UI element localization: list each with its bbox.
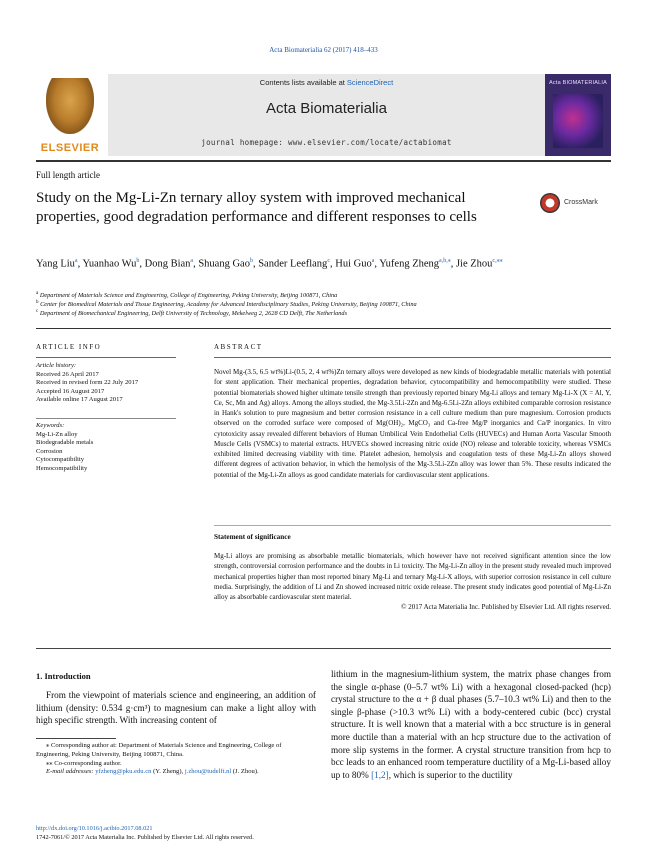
affiliation-a xyxy=(36,291,611,299)
article-type: Full length article xyxy=(36,170,100,180)
author-name[interactable]: Dong Bian xyxy=(144,258,191,270)
author-affiliation-marker[interactable]: b xyxy=(136,258,140,264)
affiliation-marker: c xyxy=(36,309,39,314)
article-history xyxy=(36,362,176,405)
masthead-divider xyxy=(36,160,611,162)
article-info-heading: ARTICLE INFO xyxy=(36,343,102,351)
author-name[interactable]: Hui Guo xyxy=(335,258,372,270)
crossmark-button[interactable] xyxy=(540,193,612,215)
journal-citation[interactable]: Acta Biomaterialia 62 (2017) 418–433 xyxy=(269,46,378,54)
author-affiliation-marker[interactable]: a xyxy=(190,258,194,264)
author-affiliation-marker[interactable]: a xyxy=(74,258,78,264)
keywords-rule xyxy=(36,418,176,419)
footnotes xyxy=(36,742,316,777)
affiliation-text: Department of Materials Science and Engineering, College of Engineering, Peking University, Beijing 100871, China xyxy=(39,292,338,300)
sciencedirect-link[interactable]: ScienceDirect xyxy=(346,78,394,87)
significance-text: Mg-Li alloys are promising as absorbable metallic biomaterials, which however have not received significant attention since the low strength, controversial corrosion performance and the doubts in Li toxicity. The Mg-Li-Zn alloy in the present study revealed much improved mechanical properties higher than most reported binary Mg-Li and ternary Mg-Li-X alloys, with superior corrosion resistance in cell culture media. Surprisingly, the addition of Li and Zn showed increased nitric oxide release. The present study indicates good potential of Mg-Li-Zn alloy as absorbable cardiovascular stent material. xyxy=(214,552,611,601)
header-divider xyxy=(36,328,611,329)
author-affiliation-marker[interactable]: a xyxy=(371,258,375,264)
author-name[interactable]: Yufeng Zheng xyxy=(379,258,440,270)
affiliation-c xyxy=(36,309,611,317)
intro-paragraph-right xyxy=(331,668,611,781)
affiliation-b xyxy=(36,300,611,308)
keyword: Hemocompatibility xyxy=(36,464,88,472)
history-label: Article history: xyxy=(36,362,77,369)
author-affiliation-marker[interactable]: a,b,⁎ xyxy=(439,258,451,264)
affiliation-text: Center for Biomedical Materials and Tissue Engineering, Academy for Advanced Interdisciplinary Studies, Peking University, Beijing 100871, China xyxy=(40,301,417,309)
journal-cover[interactable] xyxy=(545,74,611,156)
affiliation-marker: b xyxy=(36,300,39,305)
rights-statement: 1742-7061/© 2017 Acta Materialia Inc. Published by Elsevier Ltd. All rights reserved. xyxy=(36,833,254,841)
affiliation-text: Department of Biomechanical Engineering, Delft University of Technology, Mekelweg 2, 2628 CD Delft, The Netherlands xyxy=(39,310,348,318)
intro-paragraph-left: From the viewpoint of materials science and engineering, an addition of lithium (density: 0.534 g·cm³) to magnesium can make a light alloy with high specific strength. With increasing content of xyxy=(36,690,316,726)
crossmark-icon xyxy=(540,193,560,213)
keyword: Mg-Li-Zn alloy xyxy=(36,430,78,438)
elsevier-tree-icon xyxy=(46,78,94,134)
article-info-rule xyxy=(36,357,176,358)
email-link-zhou[interactable]: j.zhou@tudelft.nl xyxy=(184,768,232,776)
author-name[interactable]: Jie Zhou xyxy=(455,258,493,270)
journal-band xyxy=(108,74,545,156)
author-affiliation-marker[interactable]: b xyxy=(249,258,253,264)
significance-block xyxy=(214,551,611,613)
history-received: Received 26 April 2017 xyxy=(36,370,99,378)
author-affiliation-marker[interactable]: c xyxy=(327,258,330,264)
publisher-name: ELSEVIER xyxy=(40,142,100,154)
author-list: Yang Liu$^a$, Yuanhao Wu$^b$, Dong Bian$^a$, Shuang Gao$^b$, Sander Leeflang$^c$, Hui Guo$^a$, Yufeng Zheng$^{a,b,⁎}$, Jie Zhou$^{c,⁎⁎}$ xyxy=(36,258,503,270)
significance-rule xyxy=(214,525,611,526)
keywords xyxy=(36,422,176,474)
abstract-rule xyxy=(214,357,611,358)
doi-link[interactable]: http://dx.doi.org/10.1016/j.actbio.2017.08.021 xyxy=(36,825,153,832)
cover-title: Acta BIOMATERIALIA xyxy=(549,80,607,86)
email-owner: (J. Zhou). xyxy=(231,768,259,776)
footnote-rule xyxy=(36,738,116,739)
body-divider xyxy=(36,648,611,649)
corresponding-author-note: ⁎ Corresponding author at: Department of Materials Science and Engineering, College of Engineering, Peking University, Beijing 100871, China. xyxy=(36,742,282,758)
history-revised: Received in revised form 22 July 2017 xyxy=(36,379,139,387)
abstract-text: Novel Mg-(3.5, 6.5 wt%)Li-(0.5, 2, 4 wt%)Zn ternary alloys were developed as new kinds of biodegradable metallic materials with potential for stent application. Their mechanical properties, degradation behavior, cytocompatibility and hemocompatibility were studied. These potential biomaterials showed higher ultimate tensile strength than previously reported binary Mg-Li alloys and ternary Mg-Li-X (X = Al, Y, Ce, Sc, Mn and Ag) alloys. Among the alloys studied, the Mg-3.5Li-2Zn and Mg-6.5Li-2Zn alloys exhibited comparable corrosion resistance in Hank's solution to pure magnesium and better corrosion resistance in a cell culture medium than pure magnesium. Corrosion products observed on the corroded surface were composed of Mg(OH)₂, MgCO₃ and Ca-free Mg/P inorganics and Ca/P inorganics. In vitro cytotoxicity assay revealed different behaviors of Human Umbilical Vein Endothelial Cells (HUVECs) and Human Aorta Vascular Smooth Muscle Cells (VSMCs) to material extracts. HUVECs showed increasing nitric oxide (NO) release and tolerable toxicity, whereas VSMCs exhibited limited decreasing viability with time. Platelet adhesion, hemolysis and coagulation tests of these Mg-Li-Zn alloys showed different degrees of activation behavior, in which the hemolysis of the Mg-3.5Li-2Zn alloy was lower than 5%. These results indicated the potential of the Mg-Li-Zn alloys as good candidate materials for cardiovascular stent applications. xyxy=(214,368,611,479)
email-link-zheng[interactable]: yfzheng@pku.edu.cn xyxy=(95,768,152,776)
significance-heading: Statement of significance xyxy=(214,533,291,541)
keyword: Corrosion xyxy=(36,447,63,455)
crossmark-label: CrossMark xyxy=(564,199,598,206)
cover-art-image xyxy=(553,94,603,148)
co-corresponding-note: ⁎⁎ Co-corresponding author. xyxy=(46,759,122,767)
page-footer xyxy=(36,825,436,842)
affiliation-marker: a xyxy=(36,291,39,296)
contents-prefix: Contents lists available at xyxy=(259,78,347,87)
email-owner: (Y. Zheng), xyxy=(151,768,185,776)
reference-link[interactable]: [1,2] xyxy=(371,769,389,780)
intro-right-text: lithium in the magnesium-lithium system, the matrix phase changes from the single α-phase (0–5.7 wt% Li) with a hexagonal closed-packed (hcp) crystal structure to the α + β dual phases (5.7–10.3 wt% Li) and then to the single β-phase (>10.3 wt% Li) with a body-centered cubic (bcc) crystal structure. It is well known that a material with a bcc structure is in general more ductile than a material with an hcp structure due to the activation of more slip systems in the former. A crystal structure transition from hcp to bcc leads to an enhanced room temperature ductility of a Mg-Li-based alloy up to 80% xyxy=(331,669,611,780)
section-heading-introduction: 1. Introduction xyxy=(36,671,91,681)
author-affiliation-marker[interactable]: c,⁎⁎ xyxy=(492,258,503,264)
intro-right-tail: , which is superior to the ductility xyxy=(388,769,513,780)
author-name[interactable]: Sander Leeflang xyxy=(258,258,328,270)
author-name[interactable]: Yuanhao Wu xyxy=(82,258,137,270)
journal-title[interactable]: Acta Biomaterialia xyxy=(266,100,387,117)
abstract-copyright: © 2017 Acta Materialia Inc. Published by Elsevier Ltd. All rights reserved. xyxy=(401,603,611,612)
keywords-label: Keywords: xyxy=(36,422,65,429)
keyword: Cytocompatibility xyxy=(36,456,84,464)
paper-title: Study on the Mg-Li-Zn ternary alloy system with improved mechanical properties, good degradation performance and different responses to cells xyxy=(36,190,477,225)
email-label: E-mail addresses: xyxy=(46,768,96,776)
email-addresses xyxy=(36,768,316,777)
elsevier-logo[interactable] xyxy=(36,74,104,156)
history-online: Available online 17 August 2017 xyxy=(36,396,123,404)
abstract-heading: ABSTRACT xyxy=(214,343,263,351)
keyword: Biodegradable metals xyxy=(36,439,94,447)
author-name[interactable]: Yang Liu xyxy=(36,258,75,270)
history-accepted: Accepted 16 August 2017 xyxy=(36,387,105,395)
journal-homepage[interactable]: journal homepage: www.elsevier.com/locate/actabiomat xyxy=(201,138,452,147)
contents-line xyxy=(108,78,545,87)
author-name[interactable]: Shuang Gao xyxy=(198,258,250,270)
journal-masthead xyxy=(36,74,611,156)
